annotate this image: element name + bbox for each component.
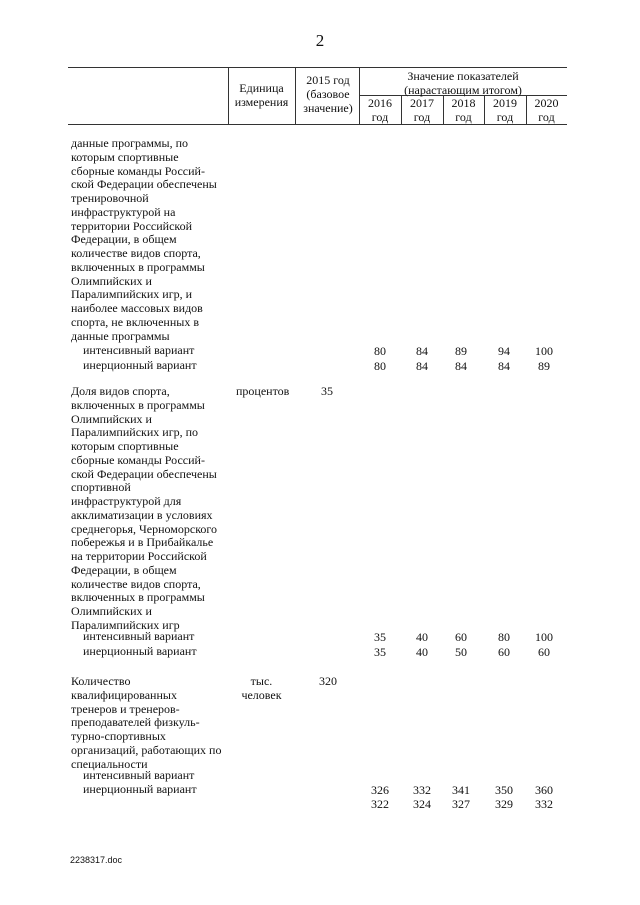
indicator-3-unit: тыс. человек [241, 674, 282, 702]
value-cell: 84 [455, 359, 467, 373]
indicator-2-base: 35 [321, 384, 333, 398]
value-cell: 35 [374, 645, 386, 659]
page-number: 2 [315, 31, 325, 50]
value-cell: 89 [538, 359, 550, 373]
value-cell: 60 [455, 630, 467, 644]
indicator-1-description: данные программы, по которым спортивные сборные команды Россий- ской Федерации обеспечены тренировочной инфраструктурой на территории Российской Федерации, в общем количестве видов спорта, включенных в программы Олимпийских и Паралимпийских игр, и наиболее массовых видов спорта, не включенных в данные программы [71, 136, 217, 343]
value-cell: 60 [498, 645, 510, 659]
values-title: Значение показателей (нарастающим итогом) [404, 69, 522, 97]
indicator-3-description: Количество квалифицированных тренеров и тренеров- преподавателей физкуль- турно-спортивных организаций, работающих по специальности [71, 674, 222, 771]
value-cell: 322 [371, 797, 389, 811]
year-2016: 2016 год [368, 96, 392, 124]
intensive-label: интенсивный вариант [83, 629, 195, 643]
value-cell: 40 [416, 645, 428, 659]
value-cell: 40 [416, 630, 428, 644]
unit-header: Единица измерения [234, 81, 289, 109]
indicator-2-unit: процентов [236, 384, 290, 398]
value-cell: 80 [374, 359, 386, 373]
value-cell: 329 [495, 797, 513, 811]
value-cell: 80 [374, 344, 386, 358]
base-year-header: 2015 год (базовое значение) [303, 73, 353, 115]
indicator-2-description: Доля видов спорта, включенных в программы Олимпийских и Паралимпийских игр, по которым спортивные сборные команды Россий- ской Федерации обеспечены спортивной инфраструктурой для акклиматизации в условиях среднегорья, Черноморского побережья и в Прибайкалье на территории Российской Федерации, в общем количестве видов спорта, включенных в программы Олимпийских и Паралимпийских игр [71, 384, 218, 632]
value-cell: 84 [416, 344, 428, 358]
value-cell: 100 [535, 344, 553, 358]
value-cell: 84 [416, 359, 428, 373]
value-cell: 332 [535, 797, 553, 811]
value-cell: 341 [452, 783, 470, 797]
value-cell: 80 [498, 630, 510, 644]
value-cell: 327 [452, 797, 470, 811]
indicator-3-base: 320 [319, 674, 337, 688]
value-cell: 50 [455, 645, 467, 659]
document-filename: 2238317.doc [70, 855, 123, 865]
year-2017: 2017 год [410, 96, 434, 124]
year-2019: 2019 год [493, 96, 517, 124]
col-divider [295, 67, 296, 124]
value-cell: 360 [535, 783, 553, 797]
inertial-label: инерционный вариант [83, 644, 197, 658]
intensive-label: интенсивный вариант [83, 343, 195, 357]
value-cell: 350 [495, 783, 513, 797]
header-top-rule [68, 67, 567, 68]
value-cell: 326 [371, 783, 389, 797]
value-cell: 100 [535, 630, 553, 644]
inertial-label: инерционный вариант [83, 358, 197, 372]
value-cell: 332 [413, 783, 431, 797]
year-2020: 2020 год [534, 96, 559, 124]
value-cell: 84 [498, 359, 510, 373]
intensive-label: интенсивный вариант [83, 768, 195, 782]
value-cell: 60 [538, 645, 550, 659]
value-cell: 35 [374, 630, 386, 644]
year-2018: 2018 год [451, 96, 476, 124]
inertial-label: инерционный вариант [83, 782, 197, 796]
value-cell: 89 [455, 344, 467, 358]
value-cell: 94 [498, 344, 510, 358]
header-bottom-rule [68, 124, 567, 125]
value-cell: 324 [413, 797, 431, 811]
